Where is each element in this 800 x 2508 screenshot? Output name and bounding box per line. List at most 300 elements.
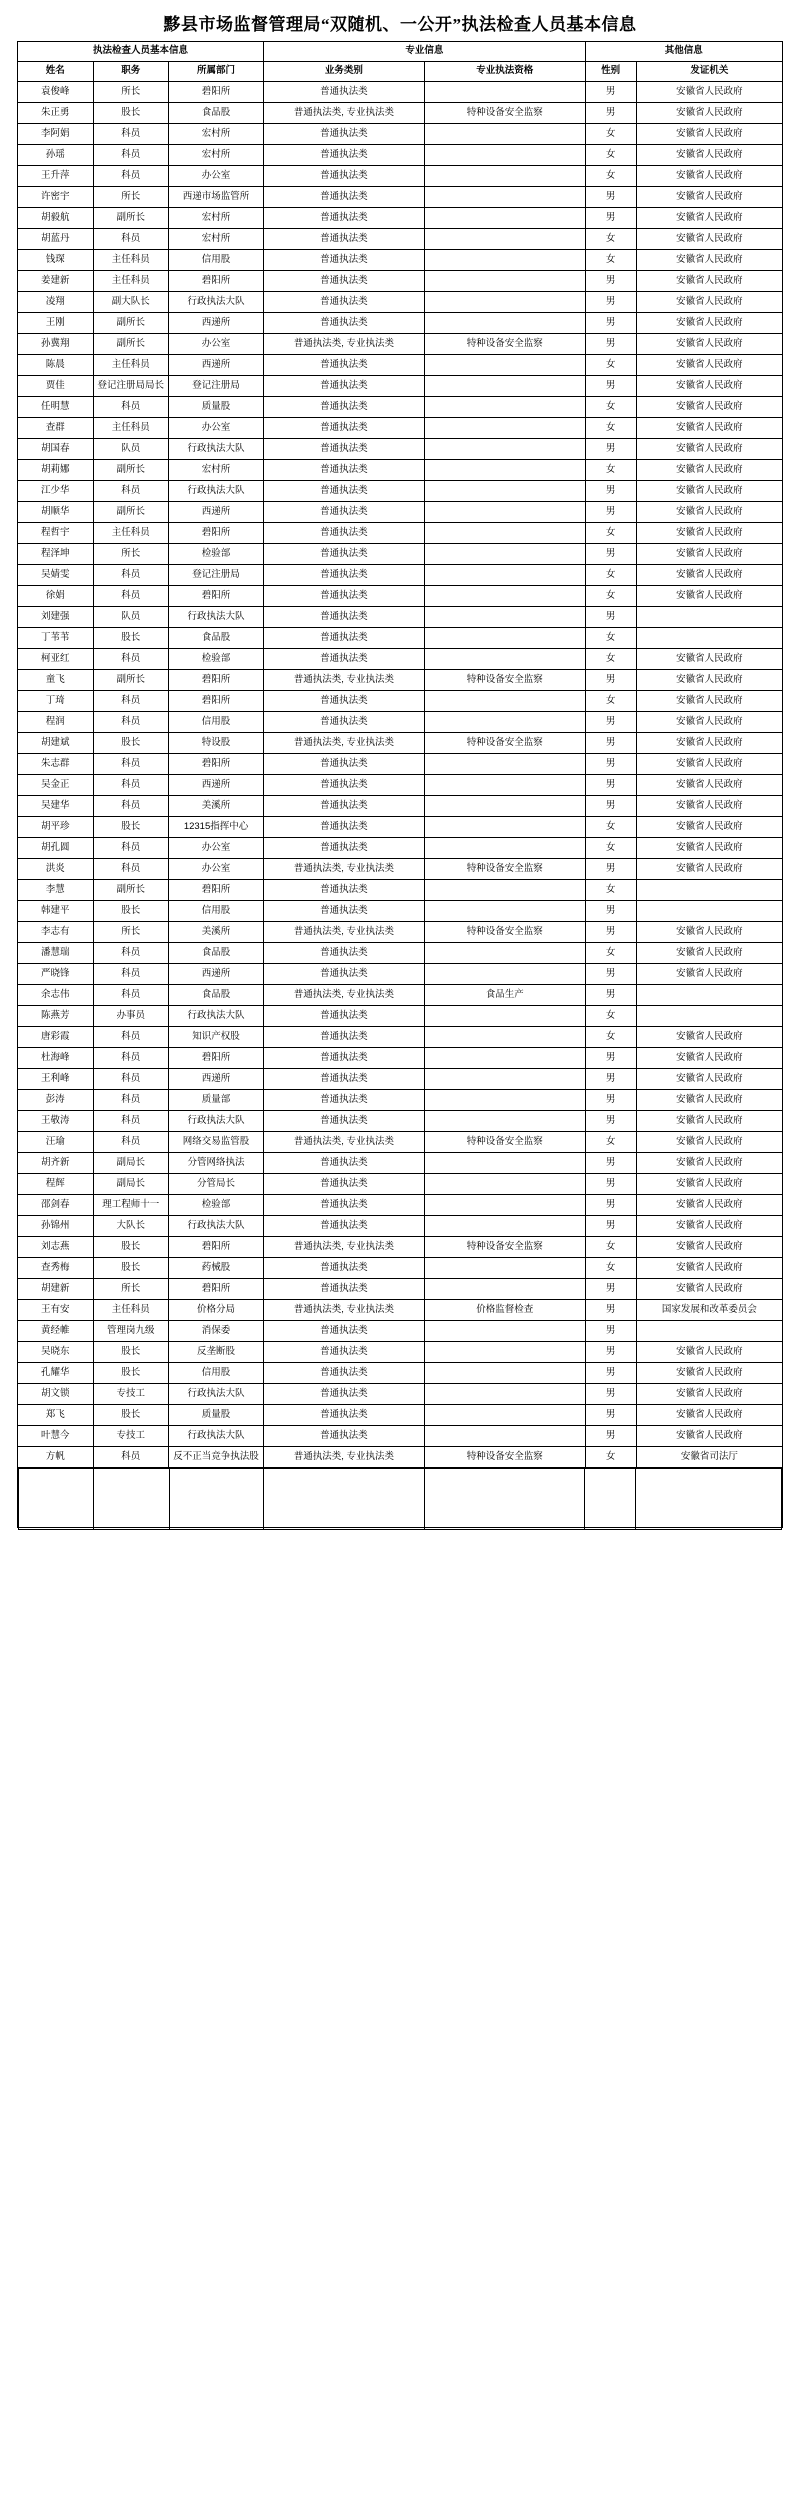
cell-gender: 男 <box>585 481 636 502</box>
cell-department: 检验部 <box>169 1195 264 1216</box>
cell-qualification: 价格监督检查 <box>424 1300 585 1321</box>
cell-gender: 女 <box>585 1132 636 1153</box>
cell-department: 分管网络执法 <box>169 1153 264 1174</box>
cell-business-type: 普通执法类 <box>264 1216 425 1237</box>
cell-gender: 女 <box>585 124 636 145</box>
cell-department: 行政执法大队 <box>169 439 264 460</box>
cell-business-type: 普通执法类 <box>264 586 425 607</box>
cell-gender: 女 <box>585 691 636 712</box>
cell-name: 胡毅航 <box>18 208 94 229</box>
cell-issuing-authority: 安徽省人民政府 <box>636 292 782 313</box>
table-row <box>18 1195 783 1216</box>
cell-department: 西递所 <box>169 313 264 334</box>
cell-qualification <box>424 1069 585 1090</box>
cell-business-type: 普通执法类 <box>264 964 425 985</box>
cell-business-type: 普通执法类 <box>264 1363 425 1384</box>
cell-duty: 专技工 <box>93 1426 169 1447</box>
cell-gender: 女 <box>585 565 636 586</box>
cell-qualification <box>424 712 585 733</box>
cell-name: 李阿娟 <box>18 124 94 145</box>
table-row <box>18 712 783 733</box>
cell-qualification <box>424 607 585 628</box>
cell-business-type: 普通执法类, 专业执法类 <box>264 985 425 1006</box>
table-row <box>18 733 783 754</box>
cell-department: 宏村所 <box>169 145 264 166</box>
cell-qualification <box>424 397 585 418</box>
cell-duty: 科员 <box>93 691 169 712</box>
cell-name: 胡齐新 <box>18 1153 94 1174</box>
cell-department: 反垄断股 <box>169 1342 264 1363</box>
cell-name: 袁俊峰 <box>18 82 94 103</box>
cell-qualification <box>424 439 585 460</box>
cell-gender: 女 <box>585 943 636 964</box>
cell-issuing-authority: 安徽省人民政府 <box>636 1027 782 1048</box>
cell-name: 程辉 <box>18 1174 94 1195</box>
table-row <box>18 1111 783 1132</box>
cell-name: 韩建平 <box>18 901 94 922</box>
cell-duty: 科员 <box>93 859 169 880</box>
cell-duty: 科员 <box>93 1048 169 1069</box>
cell-duty: 主任科员 <box>93 418 169 439</box>
cell-duty: 科员 <box>93 229 169 250</box>
cell-duty: 主任科员 <box>93 1300 169 1321</box>
cell-qualification <box>424 565 585 586</box>
cell-issuing-authority: 安徽省人民政府 <box>636 964 782 985</box>
cell-duty: 科员 <box>93 1069 169 1090</box>
cell-duty: 科员 <box>93 796 169 817</box>
cell-duty: 所长 <box>93 82 169 103</box>
cell-qualification <box>424 649 585 670</box>
cell-business-type: 普通执法类 <box>264 1195 425 1216</box>
table-row <box>18 817 783 838</box>
column-header-qualification: 专业执法资格 <box>424 62 585 82</box>
cell-department: 特设股 <box>169 733 264 754</box>
cell-business-type: 普通执法类 <box>264 481 425 502</box>
cell-issuing-authority: 安徽省人民政府 <box>636 439 782 460</box>
table-row <box>18 1384 783 1405</box>
group-header-basic: 执法检查人员基本信息 <box>18 42 264 62</box>
cell-duty: 股长 <box>93 1363 169 1384</box>
cell-business-type: 普通执法类 <box>264 628 425 649</box>
cell-business-type: 普通执法类 <box>264 1174 425 1195</box>
cell-name: 吴婧雯 <box>18 565 94 586</box>
cell-department: 食品股 <box>169 985 264 1006</box>
cell-issuing-authority: 安徽省人民政府 <box>636 1174 782 1195</box>
cell-issuing-authority: 安徽省人民政府 <box>636 229 782 250</box>
cell-issuing-authority: 安徽省人民政府 <box>636 166 782 187</box>
cell-department: 质量股 <box>169 397 264 418</box>
cell-department: 办公室 <box>169 166 264 187</box>
cell-name: 孙瑶 <box>18 145 94 166</box>
cell-qualification <box>424 775 585 796</box>
table-row <box>18 985 783 1006</box>
cell-name: 叶慧今 <box>18 1426 94 1447</box>
cell-business-type: 普通执法类 <box>264 439 425 460</box>
cell-issuing-authority: 安徽省人民政府 <box>636 1426 782 1447</box>
cell-qualification <box>424 1048 585 1069</box>
cell-qualification <box>424 376 585 397</box>
cell-department: 碧阳所 <box>169 691 264 712</box>
cell-issuing-authority <box>636 880 782 901</box>
cell-issuing-authority <box>636 1321 782 1342</box>
cell-department: 信用股 <box>169 1363 264 1384</box>
cell-qualification <box>424 1258 585 1279</box>
cell-duty: 股长 <box>93 733 169 754</box>
cell-gender: 女 <box>585 418 636 439</box>
cell-gender: 男 <box>585 103 636 124</box>
table-row <box>18 334 783 355</box>
blank-cell <box>19 1469 94 1530</box>
cell-business-type: 普通执法类 <box>264 838 425 859</box>
cell-business-type: 普通执法类 <box>264 82 425 103</box>
cell-qualification <box>424 187 585 208</box>
table-row <box>18 1132 783 1153</box>
column-header-business-type: 业务类别 <box>264 62 425 82</box>
cell-business-type: 普通执法类 <box>264 1069 425 1090</box>
cell-department: 美溪所 <box>169 796 264 817</box>
cell-qualification <box>424 838 585 859</box>
cell-qualification <box>424 1405 585 1426</box>
personnel-table <box>17 41 783 1468</box>
table-body <box>18 82 783 1468</box>
cell-gender: 女 <box>585 586 636 607</box>
table-row <box>18 586 783 607</box>
cell-business-type: 普通执法类 <box>264 523 425 544</box>
cell-name: 潘慧瑞 <box>18 943 94 964</box>
cell-duty: 科员 <box>93 124 169 145</box>
cell-issuing-authority: 安徽省人民政府 <box>636 1363 782 1384</box>
cell-gender: 女 <box>585 355 636 376</box>
cell-department: 碧阳所 <box>169 523 264 544</box>
cell-business-type: 普通执法类, 专业执法类 <box>264 859 425 880</box>
cell-name: 严晓锋 <box>18 964 94 985</box>
cell-business-type: 普通执法类 <box>264 418 425 439</box>
cell-qualification <box>424 166 585 187</box>
cell-qualification <box>424 292 585 313</box>
cell-department: 药械股 <box>169 1258 264 1279</box>
cell-department: 宏村所 <box>169 208 264 229</box>
cell-duty: 主任科员 <box>93 523 169 544</box>
cell-duty: 主任科员 <box>93 271 169 292</box>
cell-business-type: 普通执法类, 专业执法类 <box>264 334 425 355</box>
cell-name: 江少华 <box>18 481 94 502</box>
cell-business-type: 普通执法类, 专业执法类 <box>264 1237 425 1258</box>
table-row <box>18 460 783 481</box>
cell-duty: 队员 <box>93 607 169 628</box>
cell-duty: 所长 <box>93 544 169 565</box>
cell-name: 查群 <box>18 418 94 439</box>
cell-department: 西递所 <box>169 502 264 523</box>
cell-gender: 男 <box>585 376 636 397</box>
cell-department: 办公室 <box>169 334 264 355</box>
cell-issuing-authority: 安徽省人民政府 <box>636 943 782 964</box>
cell-department: 质量部 <box>169 1090 264 1111</box>
cell-duty: 专技工 <box>93 1384 169 1405</box>
cell-qualification <box>424 481 585 502</box>
cell-business-type: 普通执法类, 专业执法类 <box>264 103 425 124</box>
blank-cell <box>585 1469 636 1530</box>
cell-duty: 副所长 <box>93 502 169 523</box>
cell-issuing-authority: 安徽省人民政府 <box>636 334 782 355</box>
cell-issuing-authority: 安徽省人民政府 <box>636 1279 782 1300</box>
cell-issuing-authority: 安徽省人民政府 <box>636 565 782 586</box>
cell-gender: 男 <box>585 1195 636 1216</box>
table-row <box>18 418 783 439</box>
cell-department: 行政执法大队 <box>169 1384 264 1405</box>
cell-issuing-authority: 安徽省人民政府 <box>636 103 782 124</box>
cell-qualification <box>424 124 585 145</box>
table-row <box>18 397 783 418</box>
cell-business-type: 普通执法类 <box>264 355 425 376</box>
cell-department: 宏村所 <box>169 460 264 481</box>
cell-qualification: 特种设备安全监察 <box>424 1447 585 1468</box>
table-row <box>18 1342 783 1363</box>
cell-issuing-authority: 安徽省人民政府 <box>636 1195 782 1216</box>
cell-duty: 大队长 <box>93 1216 169 1237</box>
cell-department: 西递所 <box>169 1069 264 1090</box>
cell-duty: 科员 <box>93 1027 169 1048</box>
cell-qualification <box>424 586 585 607</box>
cell-qualification <box>424 1195 585 1216</box>
cell-department: 行政执法大队 <box>169 292 264 313</box>
cell-duty: 股长 <box>93 901 169 922</box>
cell-issuing-authority: 安徽省人民政府 <box>636 754 782 775</box>
cell-department: 消保委 <box>169 1321 264 1342</box>
cell-name: 洪炎 <box>18 859 94 880</box>
cell-name: 黄经帷 <box>18 1321 94 1342</box>
cell-business-type: 普通执法类 <box>264 1279 425 1300</box>
cell-department: 碧阳所 <box>169 1237 264 1258</box>
cell-department: 信用股 <box>169 250 264 271</box>
cell-duty: 副所长 <box>93 460 169 481</box>
cell-gender: 女 <box>585 1258 636 1279</box>
cell-issuing-authority <box>636 901 782 922</box>
cell-issuing-authority: 安徽省人民政府 <box>636 733 782 754</box>
table-row <box>18 1321 783 1342</box>
cell-name: 余志伟 <box>18 985 94 1006</box>
cell-department: 质量股 <box>169 1405 264 1426</box>
cell-issuing-authority: 安徽省人民政府 <box>636 859 782 880</box>
cell-qualification <box>424 943 585 964</box>
cell-business-type: 普通执法类 <box>264 166 425 187</box>
cell-gender: 女 <box>585 1027 636 1048</box>
cell-issuing-authority: 安徽省人民政府 <box>636 313 782 334</box>
cell-department: 碧阳所 <box>169 586 264 607</box>
cell-qualification <box>424 1363 585 1384</box>
cell-issuing-authority: 安徽省人民政府 <box>636 649 782 670</box>
cell-qualification <box>424 1321 585 1342</box>
cell-issuing-authority: 安徽省人民政府 <box>636 838 782 859</box>
cell-qualification: 特种设备安全监察 <box>424 103 585 124</box>
cell-issuing-authority: 安徽省人民政府 <box>636 544 782 565</box>
table-row <box>18 502 783 523</box>
cell-issuing-authority: 安徽省人民政府 <box>636 922 782 943</box>
cell-name: 王敬涛 <box>18 1111 94 1132</box>
cell-duty: 股长 <box>93 1258 169 1279</box>
cell-qualification <box>424 229 585 250</box>
table-row <box>18 544 783 565</box>
cell-name: 胡建新 <box>18 1279 94 1300</box>
cell-issuing-authority <box>636 607 782 628</box>
cell-issuing-authority: 安徽省人民政府 <box>636 481 782 502</box>
table-row <box>18 1216 783 1237</box>
cell-name: 童飞 <box>18 670 94 691</box>
cell-business-type: 普通执法类 <box>264 754 425 775</box>
cell-department: 反不正当竞争执法股 <box>169 1447 264 1468</box>
table-row <box>18 439 783 460</box>
cell-business-type: 普通执法类 <box>264 1342 425 1363</box>
cell-gender: 男 <box>585 859 636 880</box>
cell-issuing-authority: 安徽省人民政府 <box>636 1048 782 1069</box>
cell-department: 食品股 <box>169 103 264 124</box>
group-header-other: 其他信息 <box>585 42 782 62</box>
cell-name: 凌翔 <box>18 292 94 313</box>
table-row <box>18 922 783 943</box>
column-header-duty: 职务 <box>93 62 169 82</box>
cell-issuing-authority: 国家发展和改革委员会 <box>636 1300 782 1321</box>
cell-department: 价格分局 <box>169 1300 264 1321</box>
cell-name: 丁琦 <box>18 691 94 712</box>
cell-qualification <box>424 817 585 838</box>
table-row <box>18 1048 783 1069</box>
table-row <box>18 166 783 187</box>
cell-department: 登记注册局 <box>169 565 264 586</box>
cell-department: 宏村所 <box>169 124 264 145</box>
cell-gender: 男 <box>585 607 636 628</box>
cell-gender: 男 <box>585 733 636 754</box>
cell-gender: 男 <box>585 544 636 565</box>
cell-qualification <box>424 418 585 439</box>
cell-business-type: 普通执法类 <box>264 229 425 250</box>
cell-duty: 科员 <box>93 1447 169 1468</box>
cell-gender: 男 <box>585 1363 636 1384</box>
cell-duty: 科员 <box>93 985 169 1006</box>
table-row <box>18 964 783 985</box>
cell-duty: 办事员 <box>93 1006 169 1027</box>
cell-department: 碧阳所 <box>169 880 264 901</box>
cell-name: 刘建强 <box>18 607 94 628</box>
cell-issuing-authority: 安徽省人民政府 <box>636 502 782 523</box>
cell-name: 朱正勇 <box>18 103 94 124</box>
cell-issuing-authority: 安徽省人民政府 <box>636 208 782 229</box>
table-row <box>18 376 783 397</box>
cell-issuing-authority: 安徽省人民政府 <box>636 460 782 481</box>
cell-qualification <box>424 1174 585 1195</box>
cell-department: 碧阳所 <box>169 754 264 775</box>
cell-gender: 女 <box>585 628 636 649</box>
cell-issuing-authority <box>636 628 782 649</box>
cell-issuing-authority <box>636 1006 782 1027</box>
cell-department: 登记注册局 <box>169 376 264 397</box>
table-row <box>18 1405 783 1426</box>
cell-department: 西递市场监管所 <box>169 187 264 208</box>
cell-business-type: 普通执法类 <box>264 880 425 901</box>
cell-business-type: 普通执法类 <box>264 817 425 838</box>
column-header-name: 姓名 <box>18 62 94 82</box>
table-row <box>18 103 783 124</box>
cell-issuing-authority: 安徽省人民政府 <box>636 397 782 418</box>
cell-duty: 科员 <box>93 775 169 796</box>
table-row <box>18 1426 783 1447</box>
cell-gender: 女 <box>585 1006 636 1027</box>
cell-duty: 科员 <box>93 166 169 187</box>
cell-business-type: 普通执法类 <box>264 1426 425 1447</box>
table-row <box>18 943 783 964</box>
cell-name: 孙冀翔 <box>18 334 94 355</box>
cell-gender: 男 <box>585 964 636 985</box>
table-row <box>18 229 783 250</box>
cell-gender: 女 <box>585 229 636 250</box>
cell-issuing-authority: 安徽省人民政府 <box>636 691 782 712</box>
cell-qualification <box>424 1111 585 1132</box>
cell-issuing-authority: 安徽省人民政府 <box>636 418 782 439</box>
table-row <box>18 1258 783 1279</box>
cell-gender: 男 <box>585 796 636 817</box>
cell-issuing-authority: 安徽省人民政府 <box>636 817 782 838</box>
table-row <box>18 313 783 334</box>
cell-duty: 科员 <box>93 586 169 607</box>
cell-issuing-authority: 安徽省人民政府 <box>636 1111 782 1132</box>
cell-gender: 男 <box>585 502 636 523</box>
cell-name: 徐娟 <box>18 586 94 607</box>
table-row <box>18 1237 783 1258</box>
table-row <box>18 565 783 586</box>
cell-duty: 管理岗九级 <box>93 1321 169 1342</box>
cell-duty: 科员 <box>93 964 169 985</box>
cell-qualification <box>424 1426 585 1447</box>
cell-issuing-authority: 安徽省人民政府 <box>636 1216 782 1237</box>
cell-name: 胡文锁 <box>18 1384 94 1405</box>
cell-issuing-authority: 安徽省人民政府 <box>636 670 782 691</box>
table-row <box>18 1090 783 1111</box>
cell-business-type: 普通执法类, 专业执法类 <box>264 1132 425 1153</box>
cell-department: 信用股 <box>169 901 264 922</box>
group-header-row <box>18 42 783 62</box>
table-row <box>18 481 783 502</box>
cell-qualification <box>424 544 585 565</box>
cell-name: 彭涛 <box>18 1090 94 1111</box>
cell-qualification <box>424 1006 585 1027</box>
cell-issuing-authority: 安徽省人民政府 <box>636 145 782 166</box>
cell-qualification <box>424 250 585 271</box>
cell-duty: 副所长 <box>93 670 169 691</box>
table-row <box>18 859 783 880</box>
group-header-professional: 专业信息 <box>264 42 586 62</box>
table-row <box>18 649 783 670</box>
cell-gender: 女 <box>585 649 636 670</box>
cell-qualification <box>424 460 585 481</box>
cell-gender: 男 <box>585 82 636 103</box>
cell-issuing-authority: 安徽省人民政府 <box>636 586 782 607</box>
cell-business-type: 普通执法类 <box>264 1258 425 1279</box>
cell-duty: 股长 <box>93 1342 169 1363</box>
cell-name: 程哲宇 <box>18 523 94 544</box>
cell-business-type: 普通执法类 <box>264 1111 425 1132</box>
cell-gender: 男 <box>585 187 636 208</box>
table-row <box>18 1300 783 1321</box>
cell-qualification <box>424 313 585 334</box>
cell-department: 知识产权股 <box>169 1027 264 1048</box>
cell-department: 食品股 <box>169 628 264 649</box>
cell-business-type: 普通执法类 <box>264 1090 425 1111</box>
table-row <box>18 796 783 817</box>
cell-gender: 女 <box>585 250 636 271</box>
blank-row <box>19 1469 782 1530</box>
cell-qualification <box>424 1384 585 1405</box>
cell-name: 王利峰 <box>18 1069 94 1090</box>
cell-gender: 女 <box>585 460 636 481</box>
cell-business-type: 普通执法类 <box>264 544 425 565</box>
